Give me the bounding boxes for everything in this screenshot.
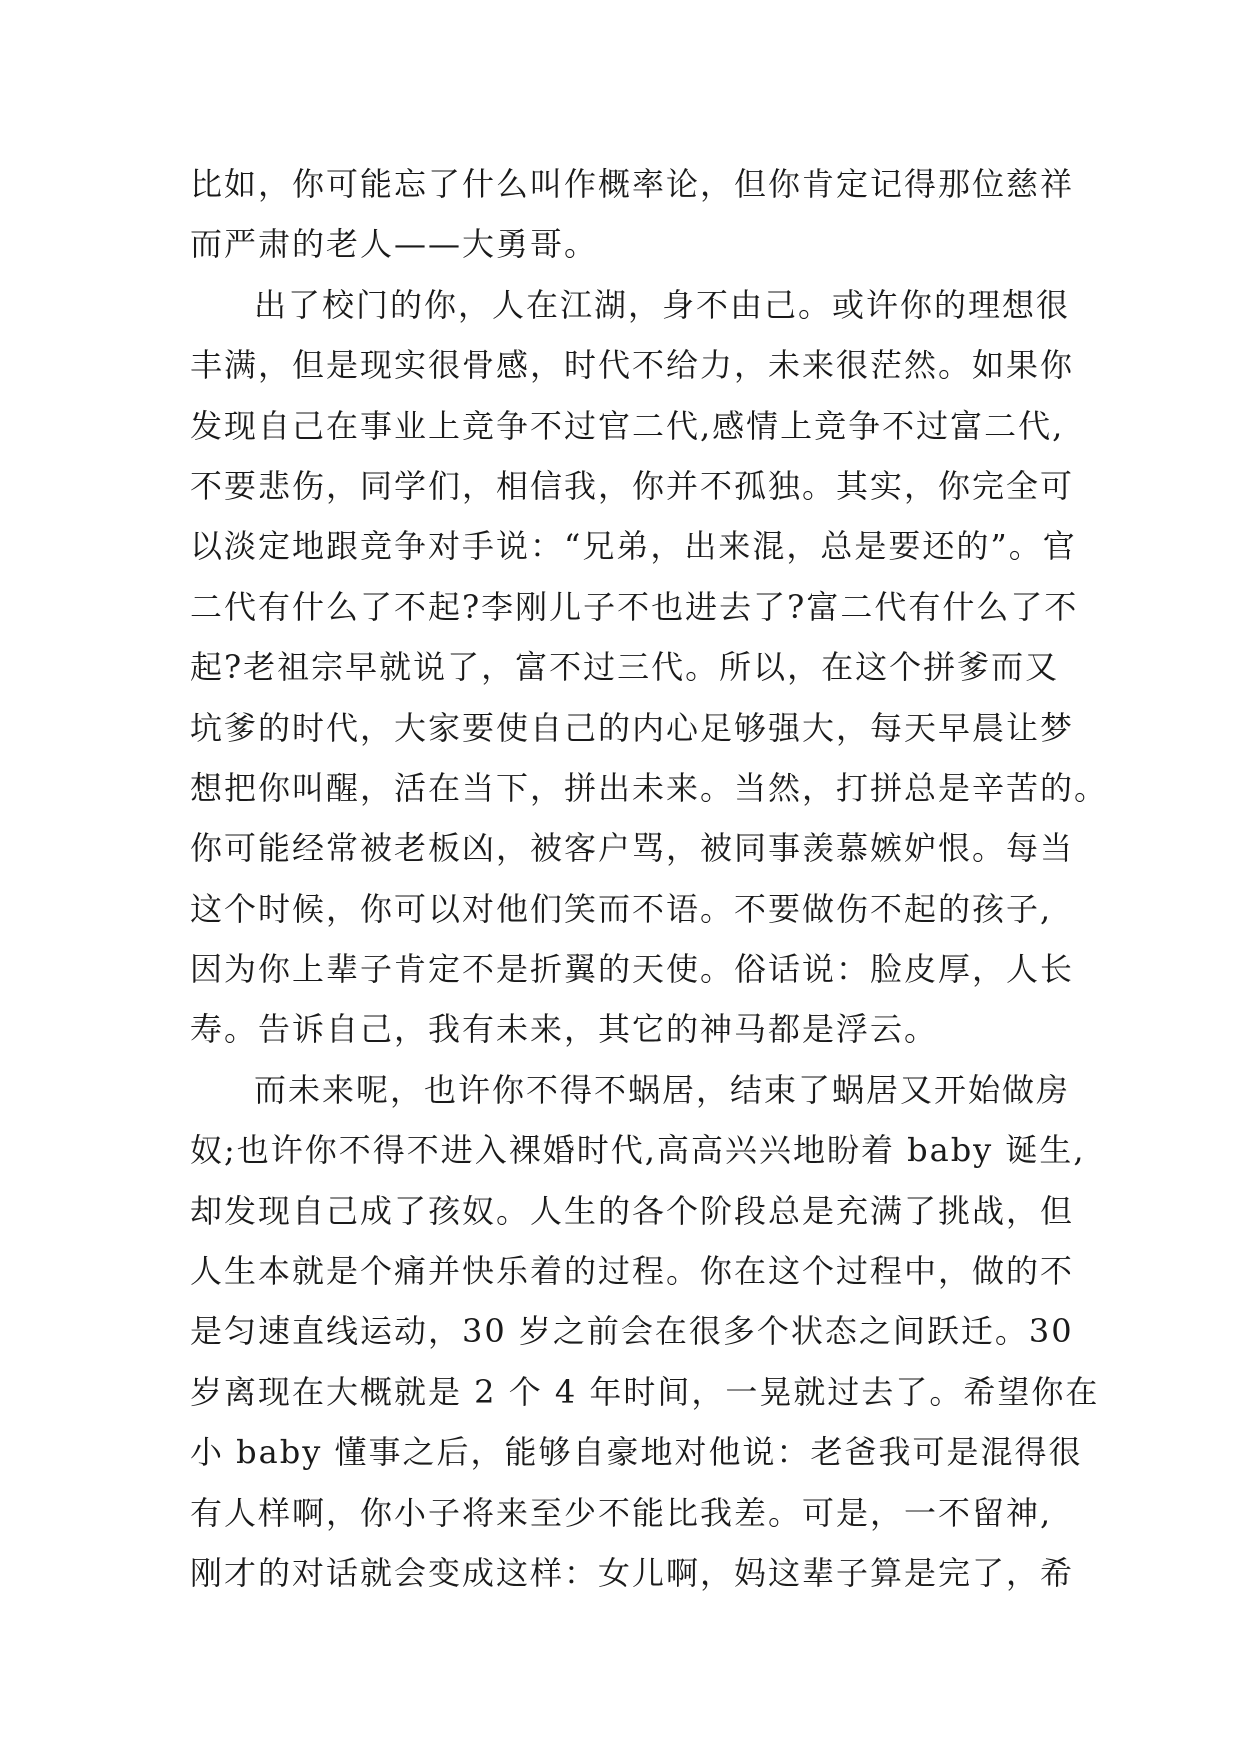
text-line: 有人样啊，你小子将来至少不能比我差。可是，一不留神, — [190, 1493, 1053, 1532]
text-line: 发现自己在事业上竞争不过官二代,感情上竞争不过富二代, — [190, 406, 1065, 445]
text-line: 坑爹的时代，大家要使自己的内心足够强大，每天早晨让梦 — [190, 708, 1075, 747]
text-line: 而严肃的老人——大勇哥。 — [190, 225, 599, 264]
text-line: 岁离现在大概就是 2 个 4 年时间，一晃就过去了。希望你在 — [190, 1372, 1100, 1411]
text-line: 二代有什么了不起?李刚儿子不也进去了?富二代有什么了不 — [190, 587, 1079, 626]
text-line: 却发现自己成了孩奴。人生的各个阶段总是充满了挑战，但 — [190, 1191, 1075, 1230]
text-line: 你可能经常被老板凶，被客户骂，被同事羡慕嫉妒恨。每当 — [190, 829, 1075, 868]
text-line: 以淡定地跟竞争对手说：“兄弟，出来混，总是要还的”。官 — [190, 527, 1077, 566]
text-line: 人生本就是个痛并快乐着的过程。你在这个过程中，做的不 — [190, 1252, 1075, 1291]
document-body — [190, 154, 1109, 1603]
text-line: 丰满，但是现实很骨感，时代不给力，未来很茫然。如果你 — [190, 346, 1075, 385]
text-line: 起?老祖宗早就说了，富不过三代。所以，在这个拼爹而又 — [190, 648, 1060, 687]
paragraph-start-line: 而未来呢，也许你不得不蜗居，结束了蜗居又开始做房 — [254, 1070, 1071, 1109]
text-line: 寿。告诉自己，我有未来，其它的神马都是浮云。 — [190, 1010, 939, 1049]
text-line: 奴;也许你不得不进入裸婚时代,高高兴兴地盼着 baby 诞生, — [190, 1131, 1086, 1170]
text-line: 这个时候，你可以对他们笑而不语。不要做伤不起的孩子, — [190, 889, 1053, 928]
text-line: 不要悲伤，同学们，相信我，你并不孤独。其实，你完全可 — [190, 466, 1075, 505]
text-line: 因为你上辈子肯定不是折翼的天使。俗话说：脸皮厚，人长 — [190, 950, 1075, 989]
text-line: 小 baby 懂事之后，能够自豪地对他说：老爸我可是混得很 — [190, 1433, 1083, 1472]
text-line: 想把你叫醒，活在当下，拼出未来。当然，打拼总是辛苦的。 — [190, 768, 1109, 807]
text-line: 刚才的对话就会变成这样：女儿啊，妈这辈子算是完了，希 — [190, 1553, 1075, 1592]
paragraph-start-line: 出了校门的你，人在江湖，身不由己。或许你的理想很 — [254, 285, 1071, 324]
text-line: 比如，你可能忘了什么叫作概率论，但你肯定记得那位慈祥 — [190, 165, 1075, 203]
text-line: 是匀速直线运动，30 岁之前会在很多个状态之间跃迁。30 — [190, 1312, 1074, 1351]
